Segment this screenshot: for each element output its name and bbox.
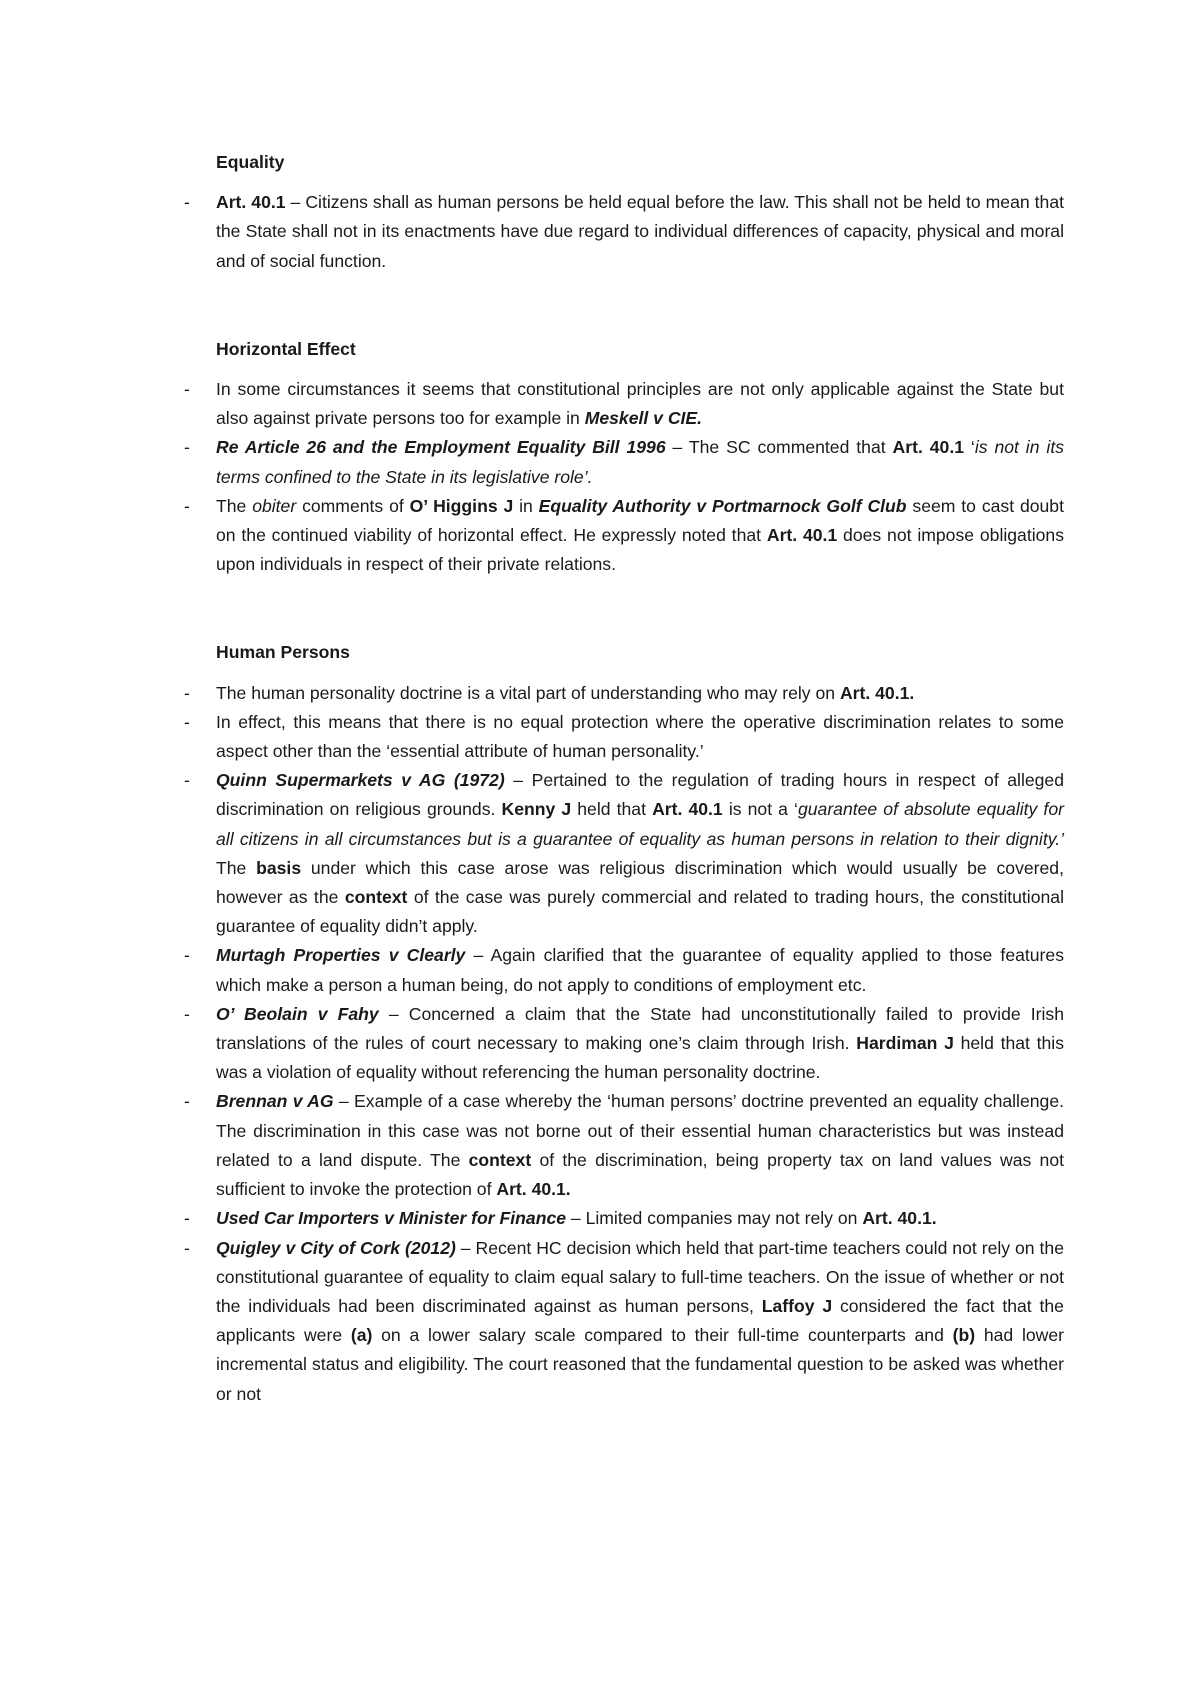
dash-bullet-icon: - [184,495,190,516]
text-run: Art. 40.1 [216,192,286,213]
text-run: Meskell v CIE. [584,408,703,429]
bullet-item [184,1000,1065,1088]
text-run: Hardiman J [856,1033,954,1054]
text-run: had lower incremental status and eligibility. The court reasoned that the fundamental question to be asked was whether or not [216,1325,1064,1404]
text-run: – Pertained to the regulation of trading hours in respect of alleged discrimination on religious grounds. [216,770,1064,820]
text-run: The human personality doctrine is a vital part of understanding who may rely on [216,682,840,703]
text-run: – Example of a case whereby the ‘human persons’ doctrine prevented an equality challenge. The discrimination in this case was not borne out of their essential human characteristics but was instead related to a land dispute. The [216,1091,1064,1170]
section-heading: Human Persons [216,642,350,663]
text-run: does not impose obligations upon individuals in respect of their private relations. [216,525,1064,575]
text-run: of the discrimination, being property tax on land values was not sufficient to invoke the protection of [216,1149,1064,1200]
bullet-list [184,375,1064,579]
text-run: context [344,887,408,908]
text-run: Art. 40.1. [839,682,915,703]
text-run: Art. 40.1 [652,799,723,820]
text-run: Murtagh Properties v Clearly [216,945,466,966]
dash-bullet-icon: - [184,379,190,400]
dash-bullet-icon: - [184,1091,190,1112]
dash-bullet-icon: - [184,1208,190,1229]
text-run: guarantee of absolute equality for all citizens in all circumstances but is a guarantee of equality as human persons in relation to their dignity.’ [216,799,1064,849]
bullet-item [184,679,1064,708]
text-run: Brennan v AG [216,1091,334,1112]
text-run: in [513,495,539,516]
text-run: basis [256,857,302,878]
text-run: obiter [252,495,297,516]
text-run: ‘ [964,437,975,458]
text-run: (b) [952,1325,976,1346]
text-run: – Citizens shall as human persons be held equal before the law. This shall not be held to mean that the State shall not in its enactments have due regard to individual differences of capacity, physical and moral and of social function. [216,192,1064,271]
dash-bullet-icon: - [184,945,190,966]
bullet-item [184,766,1064,941]
text-run: Quigley v City of Cork (2012) [216,1237,456,1258]
text-run: In some circumstances it seems that constitutional principles are not only applicable against the State but also against private persons too for example in [216,379,1064,429]
bullet-item [184,188,1064,276]
dash-bullet-icon: - [184,1003,190,1024]
section-spacer [216,276,1064,335]
section [184,638,1065,1408]
section [184,148,1064,276]
section-heading: Equality [216,152,285,172]
dash-bullet-icon: - [184,192,190,213]
text-run: Art. 40.1 [766,525,838,546]
bullet-item [184,375,1064,433]
text-run: O’ Higgins J [409,495,514,516]
dash-bullet-icon: - [184,1237,190,1258]
dash-bullet-icon: - [184,711,190,732]
text-run: context [468,1149,532,1170]
text-run: considered the fact that the applicants were [216,1295,1064,1346]
text-run: O’ Beolain v Fahy [216,1003,379,1024]
text-run: – The SC commented that [665,437,893,458]
text-run: under which this case arose was religious discrimination which would usually be covered, however as the [216,857,1064,908]
bullet-item [184,1234,1064,1409]
text-run: Re Article 26 and the Employment Equality Bill 1996 [216,437,666,458]
bullet-list [184,188,1064,276]
text-run: – Recent HC decision which held that part-time teachers could not rely on the constitutional guarantee of equality to claim equal salary to full-time teachers. On the issue of whether or not the individuals had been discriminated against as human persons, [216,1237,1064,1316]
text-run: Used Car Importers v Minister for Finance [216,1208,567,1229]
text-run: Art. 40.1. [496,1179,571,1200]
text-run: is not in its terms confined to the State in its legislative role’. [216,437,1064,487]
text-run: Equality Authority v Portmarnock Golf Club [538,495,907,516]
text-run: In effect, this means that there is no equal protection where the operative discrimination relates to some aspect other than the ‘essential attribute of human personality.’ [216,711,1064,762]
text-run: – Concerned a claim that the State had unconstitutionally failed to provide Irish translations of the rules of court necessary to making one’s claim through Irish. [216,1003,1065,1054]
text-run: – Limited companies may not rely on [566,1208,863,1229]
text-run: Laffoy J [761,1295,833,1316]
text-run: on a lower salary scale compared to their full-time counterparts and [372,1325,953,1346]
text-run: held that [571,799,653,820]
text-run: of the case was purely commercial and related to trading hours, the constitutional guarantee of equality didn’t apply. [216,887,1064,937]
text-run: Art. 40.1 [892,437,964,458]
text-run: Quinn Supermarkets v AG (1972) [216,770,505,791]
bullet-item [184,1204,1064,1233]
section-heading: Horizontal Effect [216,338,356,359]
bullet-item [184,433,1064,491]
text-run: seem to cast doubt on the continued viability of horizontal effect. He expressly noted that [216,495,1064,546]
text-run: comments of [296,495,410,516]
text-run: – Again clarified that the guarantee of equality applied to those features which make a person a human being, do not apply to conditions of employment etc. [216,945,1064,995]
dash-bullet-icon: - [184,770,190,791]
bullet-list [184,679,1065,1409]
text-run: The [216,495,253,516]
section [184,335,1064,580]
text-run: (a) [350,1325,373,1346]
text-run: The [216,857,257,878]
text-run: held that this was a violation of equality without referencing the human personality doctrine. [216,1033,1064,1083]
document-body [184,148,1065,1409]
bullet-item [184,492,1064,580]
text-run: Kenny J [501,799,572,820]
section-spacer [216,579,1064,638]
text-run: is not a ‘ [722,799,798,820]
dash-bullet-icon: - [184,437,190,458]
bullet-item [184,708,1064,766]
text-run: Art. 40.1. [862,1208,937,1229]
bullet-item [184,1087,1064,1204]
bullet-item [184,941,1064,999]
dash-bullet-icon: - [184,682,190,703]
